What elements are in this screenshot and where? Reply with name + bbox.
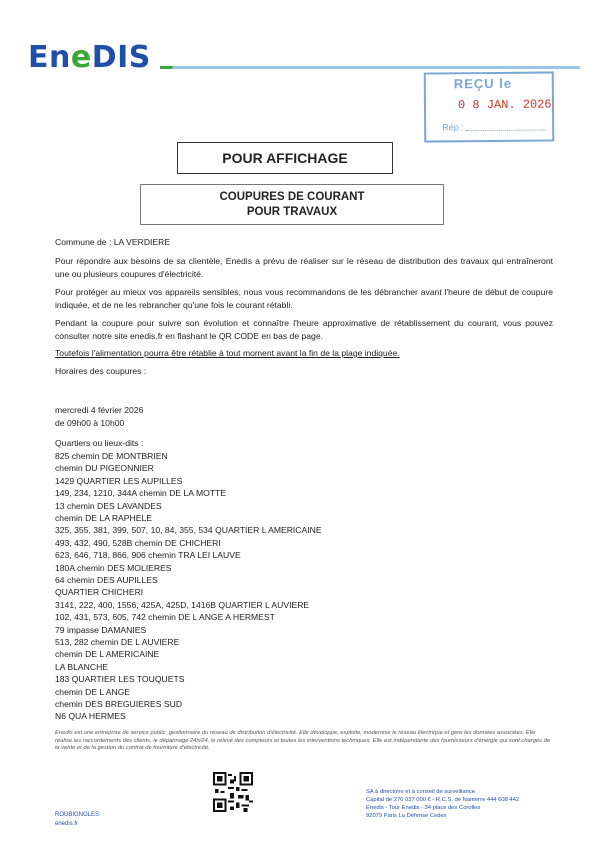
footer-right	[366, 788, 519, 820]
place-item: 13 chemin DES LAVANDES	[55, 500, 162, 511]
place-item: 623, 646, 718, 866, 906 chemin TRA LEI LAUVE	[55, 550, 241, 561]
footer-right-line: 92079 Paris La Défense Cedex	[366, 813, 447, 819]
place-item: chemin DE L AMERICAINE	[55, 649, 160, 660]
paragraph-2: Pour protéger au mieux vos appareils sensibles, nous vous recommandons de les débrancher avant l'heure de début de coupure indiquée, et de ne les rebrancher qu'une fois le courant rétabli.	[55, 287, 553, 310]
footer-right-line: SA à directoire et à conseil de surveillance	[366, 789, 475, 795]
place-item: 325, 355, 381, 399, 507, 10, 84, 355, 534 QUARTIER L AMERICAINE	[55, 525, 322, 536]
horaires-label: Horaires des coupures :	[55, 366, 147, 376]
place-item: 149, 234, 1210, 344A chemin DE LA MOTTE	[55, 488, 227, 499]
place-item: 493, 432, 490, 528B chemin DE CHICHERI	[55, 537, 221, 548]
title-box	[177, 142, 393, 174]
subtitle-box	[140, 184, 444, 225]
outage-time: de 09h00 à 10h00	[55, 418, 125, 428]
stamp-rep-line	[466, 130, 546, 132]
place-item: 1429 QUARTIER LES AUPILLES	[55, 475, 183, 486]
subtitle-line-1: COUPURES DE COURANT	[219, 191, 365, 203]
place-item: 183 QUARTIER LES TOUQUETS	[55, 674, 185, 685]
place-item: chemin DES BREGUIERES SUD	[55, 699, 183, 709]
paragraph-1: Pour répondre aux besoins de sa clientèle, Enedis a prévu de réaliser sur le réseau de distribution des travaux qui entraîneront une ou plusieurs coupures d'électricité.	[55, 256, 553, 279]
outage-date: mercredi 4 février 2026	[55, 405, 144, 415]
place-item: 513, 282 chemin DE L AUVIERE	[55, 637, 180, 647]
enedis-logo	[28, 40, 151, 75]
stamp-date: 0 8 JAN. 2026	[457, 97, 552, 113]
footer-left-2[interactable]: enedis.fr	[55, 821, 79, 827]
place-item: 64 chemin DES AUPILLES	[55, 575, 158, 585]
paragraph-3: Pendant la coupure pour suivre son évolution et connaître l'heure approximative de rétablissement du courant, vous pouvez consulter notre site enedis.fr en flashant le QR CODE en bas de page.	[55, 318, 553, 341]
footer-right-line: Enedis - Tour Enedis - 34 place des Corolles	[366, 805, 481, 811]
page-title: POUR AFFICHAGE	[222, 150, 348, 166]
logo-part-c: DIS	[91, 40, 151, 75]
received-stamp	[424, 71, 555, 142]
stamp-label: REÇU le	[453, 75, 513, 92]
qr-code[interactable]	[213, 772, 253, 812]
place-item: chemin DE L ANGE	[55, 686, 131, 697]
quartiers-label: Quartiers ou lieux-dits :	[55, 438, 144, 448]
place-item: 79 impasse DAMANIES	[55, 624, 147, 635]
legal-notice: Enedis est une entreprise de service public, gestionnaire du réseau de distribution d'électricité. Elle développe, exploite, modernise le réseau électrique et gère les données associées. Elle réalise les raccordements des clients, le dépannage 24h/24, le relevé des compteurs et toutes les interventions techniques. Elle est indépendante des fournisseurs d'énergie qui sont chargés de la vente et de la gestion du contrat de fourniture d'électricité.	[55, 730, 551, 751]
commune-line: Commune de : LA VERDIERE	[55, 237, 171, 247]
place-item: chemin DU PIGEONNIER	[55, 463, 154, 474]
logo-part-a: En	[28, 40, 71, 75]
paragraph-4: Toutefois l'alimentation pourra être rétablie à tout moment avant la fin de la plage indiquée.	[55, 348, 400, 358]
header-rule	[160, 66, 580, 69]
footer-right-line: Capital de 270 037 000 € - R.C.S. de Nanterre 444 608 442	[366, 797, 520, 803]
place-item: 180A chemin DES MOLIERES	[55, 562, 172, 573]
place-item: LA BLANCHE	[55, 661, 109, 672]
logo-part-b: e	[70, 40, 92, 75]
footer-left-1: ROUBIGNOLES	[55, 812, 100, 818]
place-item: N6 QUA HERMES	[55, 711, 126, 722]
subtitle-line-2: POUR TRAVAUX	[246, 206, 338, 218]
place-item: 102, 431, 573, 605, 742 chemin DE L ANGE A HERMEST	[55, 612, 275, 623]
place-item: 3141, 222, 400, 1556, 425A, 425D, 1416B QUARTIER L AUVIERE	[55, 599, 310, 610]
place-item: 825 chemin DE MONTBRIEN	[55, 451, 168, 461]
place-item: QUARTIER CHICHERI	[55, 587, 144, 598]
place-item: chemin DE LA RAPHELE	[55, 513, 152, 523]
stamp-rep: Rép :	[442, 122, 464, 133]
